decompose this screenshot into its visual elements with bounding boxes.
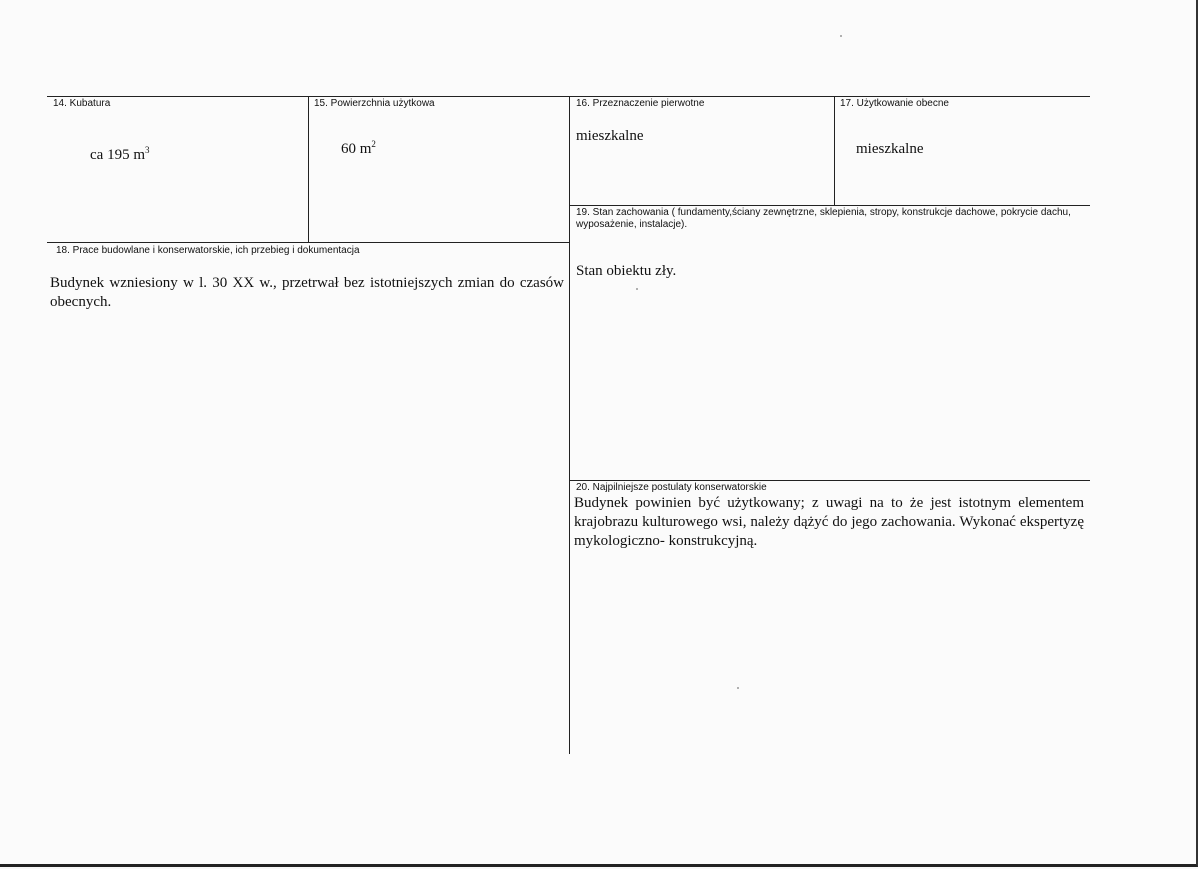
divider-16-17: [834, 96, 835, 205]
field-16-value: mieszkalne: [576, 128, 644, 144]
scan-speck: [840, 35, 842, 37]
divider-15-16: [569, 96, 570, 754]
rule-above-20: [569, 480, 1090, 481]
scan-speck: [636, 288, 638, 290]
divider-14-15: [308, 96, 309, 242]
field-14-value-unit-exp: 3: [144, 145, 150, 155]
field-18-label: 18. Prace budowlane i konserwatorskie, ich przebieg i dokumentacja: [56, 245, 360, 256]
field-19-value: Stan obiektu zły.: [576, 263, 677, 279]
field-14-label: 14. Kubatura: [53, 98, 111, 109]
rule-below-16-17: [569, 205, 1090, 206]
field-20-value: Budynek powinien być użytkowany; z uwagi na to że jest istotnym elementem krajobrazu kulturowego wsi, należy dążyć do jego zachowania. Wykonać ekspertyzę mykologiczno- konstrukcyjną.: [574, 495, 1084, 549]
field-19-label: 19. Stan zachowania ( fundamenty,ściany zewnętrzne, sklepienia, stropy, konstrukcje dachowe, pokrycie dachu, wyposażenie, instalacje).: [576, 207, 1071, 230]
field-14-value: [90, 146, 149, 165]
field-15-value-text: 60 m: [341, 141, 372, 157]
field-18-value: Budynek wzniesiony w l. 30 XX w., przetrwał bez istotniejszych zmian do czasów obecnych.: [50, 275, 564, 310]
field-15-label: 15. Powierzchnia użytkowa: [314, 98, 435, 109]
rule-above-18: [47, 242, 569, 243]
field-17-value: mieszkalne: [856, 141, 924, 157]
field-14-value-text: ca 195 m: [90, 147, 145, 163]
field-15-value: [341, 140, 376, 159]
field-16-label: 16. Przeznaczenie pierwotne: [576, 98, 705, 109]
scan-speck: [737, 687, 739, 689]
field-17-label: 17. Użytkowanie obecne: [840, 98, 949, 109]
field-20-label: 20. Najpilniejsze postulaty konserwatorskie: [576, 482, 767, 493]
field-15-value-unit-exp: 2: [371, 139, 376, 149]
